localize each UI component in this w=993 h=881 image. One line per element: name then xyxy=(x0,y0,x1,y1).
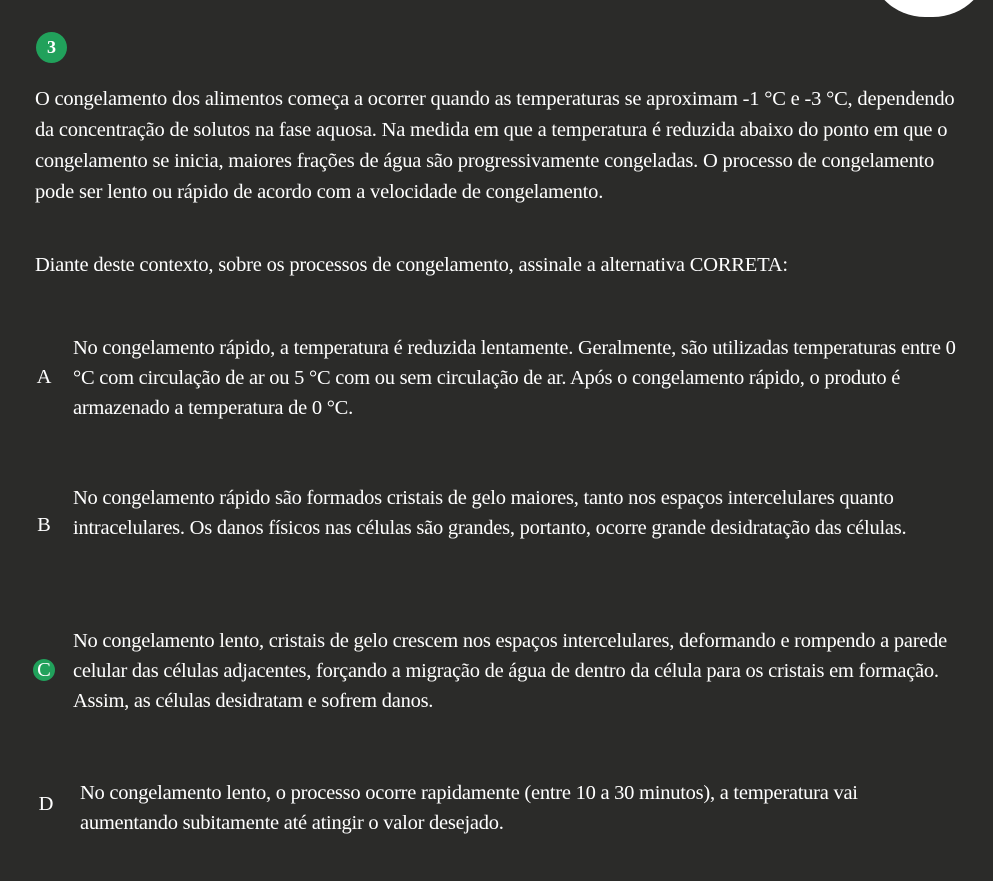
question-stem: O congelamento dos alimentos começa a ocorrer quando as temperaturas se aproximam -1 °C e -3 °C, dependendo da concentração de solutos na fase aquosa. Na medida em que a temperatura é reduzida abaixo do ponto em que o congelamento se inicia, maiores frações de água são progressivamente congeladas. O processo de congelamento pode ser lento ou rápido de acordo com a velocidade de congelamento. xyxy=(35,88,955,203)
option-b-letter[interactable]: B xyxy=(37,514,51,536)
option-b-text[interactable]: No congelamento rápido são formados cristais de gelo maiores, tanto nos espaços intercelulares quanto intracelulares. Os danos físicos nas células são grandes, portanto, ocorre grande desidratação das células. xyxy=(73,487,907,539)
question-number-badge: 3 xyxy=(36,32,67,63)
option-c-text[interactable]: No congelamento lento, cristais de gelo crescem nos espaços intercelulares, deformando e rompendo a parede celular das células adjacentes, forçando a migração de água de dentro da célula para os cristais em formação. Assim, as células desidratam e sofrem danos. xyxy=(73,630,948,712)
option-a-text[interactable]: No congelamento rápido, a temperatura é reduzida lentamente. Geralmente, são utilizadas temperaturas entre 0 °C com circulação de ar ou 5 °C com ou sem circulação de ar. Após o congelamento rápido, o produto é armazenado a temperatura de 0 °C. xyxy=(73,337,956,419)
option-d-letter[interactable]: D xyxy=(38,793,54,815)
option-d-text[interactable]: No congelamento lento, o processo ocorre rapidamente (entre 10 a 30 minutos), a temperatura vai aumentando subitamente até atingir o valor desejado. xyxy=(80,782,858,834)
question-prompt: Diante deste contexto, sobre os processos de congelamento, assinale a alternativa CORRETA: xyxy=(35,254,788,276)
option-a-letter[interactable]: A xyxy=(36,366,52,388)
top-corner-shape xyxy=(868,0,990,17)
option-c-letter-selected[interactable]: C xyxy=(33,659,55,681)
